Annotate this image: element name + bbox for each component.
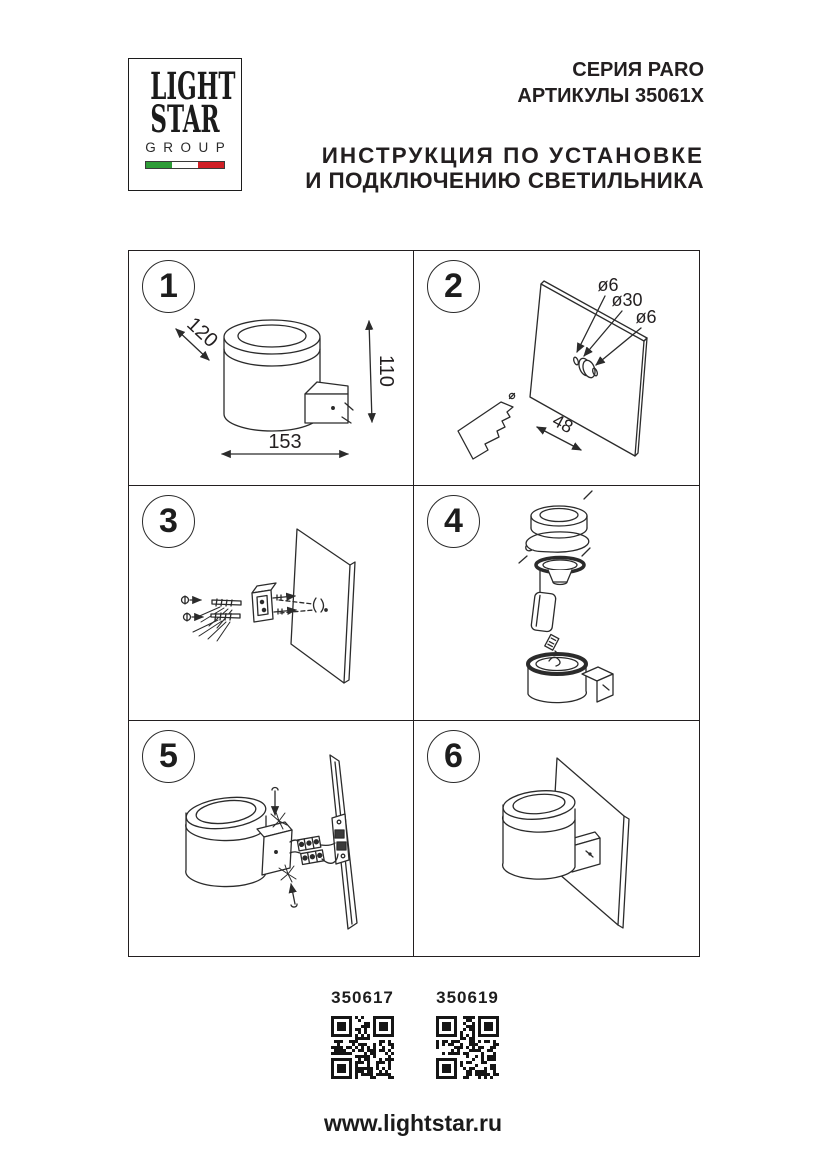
logo-word-star: STAR [150, 97, 220, 141]
step-2-badge [427, 260, 480, 313]
steps-grid [128, 250, 700, 957]
qr-code-article-1 [331, 1016, 394, 1079]
series-block [517, 57, 704, 109]
step-1-badge [142, 260, 195, 313]
flag-green [146, 162, 172, 168]
italian-flag-stripe [145, 161, 225, 169]
hole-spacing-label: 48 [549, 410, 577, 438]
hole-right-label: ø6 [635, 307, 657, 327]
step-4-number: 4 [444, 502, 463, 540]
step-3-badge [142, 495, 195, 548]
instruction-title [305, 143, 704, 193]
step-5-badge [142, 730, 195, 783]
step-6-badge [427, 730, 480, 783]
dim-height-label: 110 [375, 355, 397, 387]
step-5-number: 5 [159, 737, 178, 775]
flag-white [172, 162, 198, 168]
dim-diameter-label: 120 [182, 313, 222, 353]
step-panel-1 [129, 251, 414, 486]
step-1-number: 1 [159, 267, 178, 305]
step-6-number: 6 [444, 737, 463, 775]
logo-word-group: GROUP [145, 140, 233, 155]
step-panel-3 [129, 486, 414, 721]
step-panel-5 [129, 721, 414, 956]
article-code-2: 350619 [436, 988, 499, 1007]
article-code-1: 350617 [331, 988, 394, 1007]
step-2-number: 2 [444, 267, 463, 305]
instruction-title-line1: ИНСТРУКЦИЯ ПО УСТАНОВКЕ [321, 143, 704, 168]
instruction-title-line2: И ПОДКЛЮЧЕНИЮ СВЕТИЛЬНИКА [305, 168, 704, 193]
step-3-number: 3 [159, 502, 178, 540]
dim-width-label: 153 [268, 431, 302, 453]
flag-red [198, 162, 224, 168]
hole-center-label: ø30 [611, 290, 643, 310]
step-panel-4 [414, 486, 699, 721]
hole-left-label: ø6 [597, 275, 619, 295]
lightstar-logo [128, 58, 242, 191]
step-panel-6 [414, 721, 699, 956]
articles-title: АРТИКУЛЫ 35061X [517, 85, 704, 107]
series-title: СЕРИЯ PARO [572, 59, 704, 81]
step-4-badge [427, 495, 480, 548]
website-url: www.lightstar.ru [323, 1110, 503, 1136]
qr-code-article-2 [436, 1016, 499, 1079]
step-panel-2 [414, 251, 699, 486]
logo-word-light: LIGHT [150, 64, 236, 108]
